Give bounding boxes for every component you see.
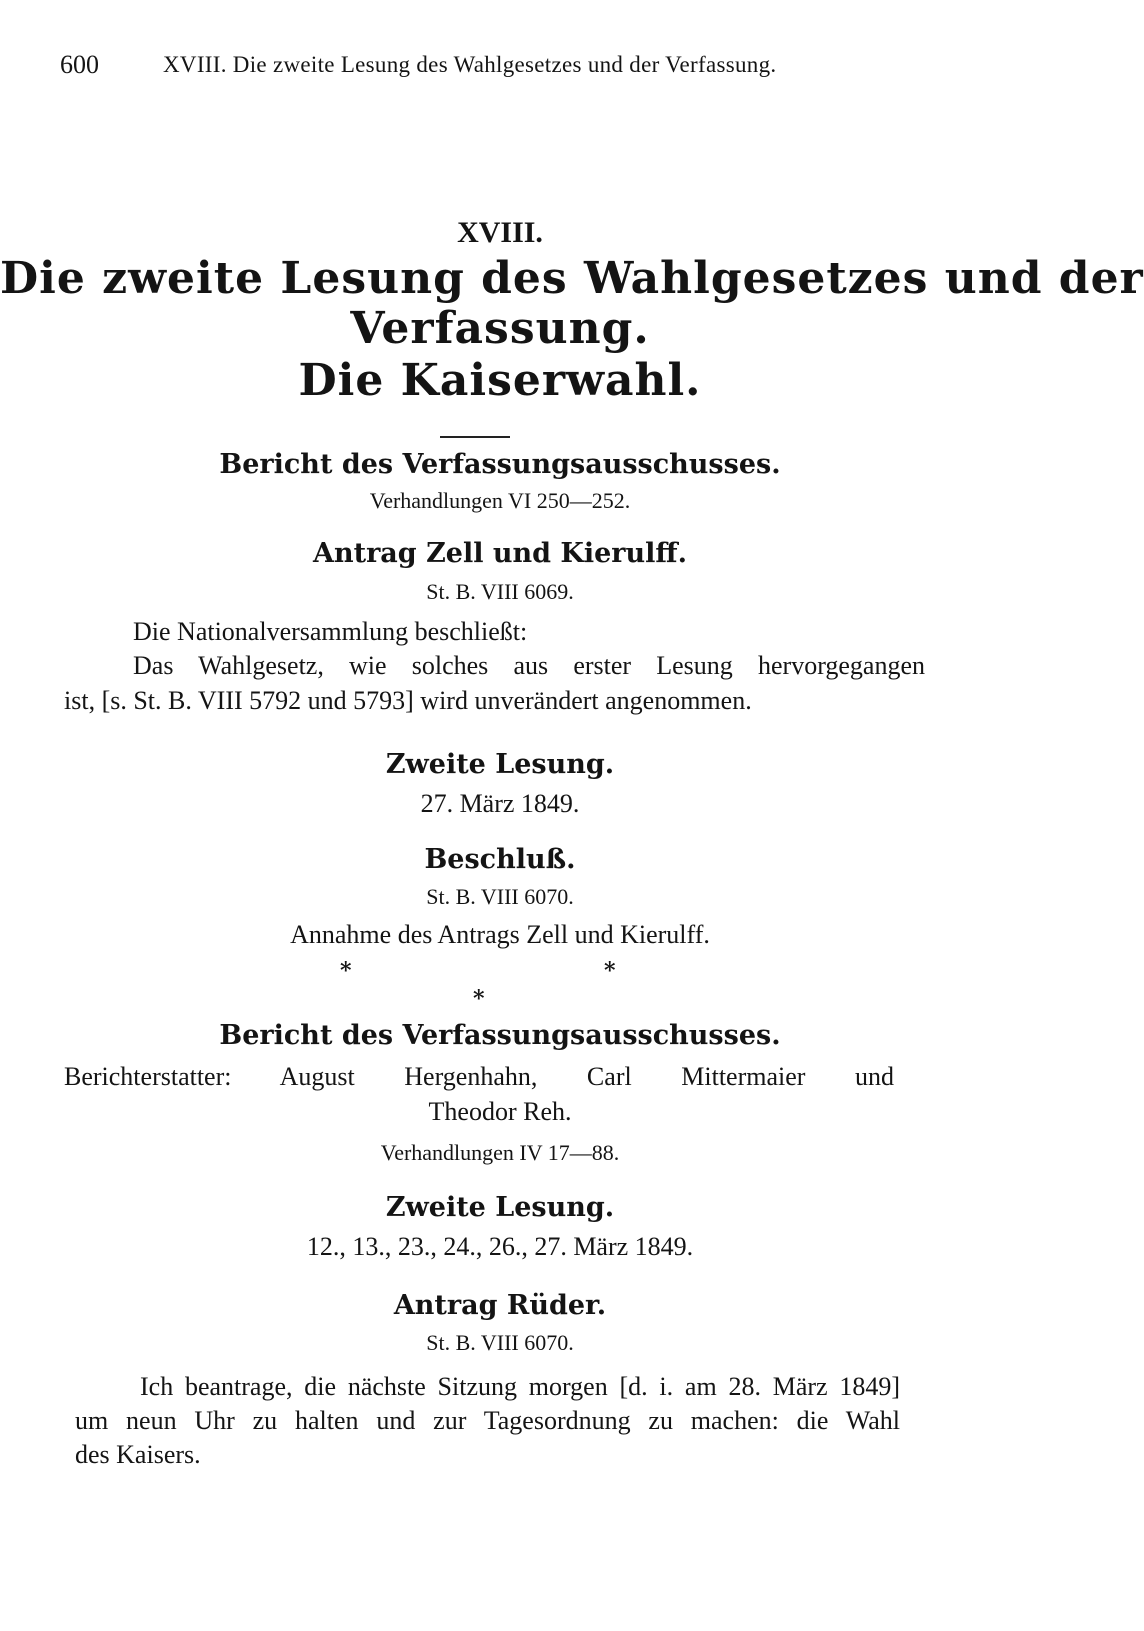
- resolution-heading: Beschluß.: [424, 844, 576, 875]
- title-divider-rule: [440, 436, 510, 438]
- section-2-heading: Bericht des Verfassungsausschusses.: [219, 1020, 781, 1051]
- chapter-title-line-1: Die zweite Lesung des Wahlgesetzes und der: [0, 253, 1144, 304]
- running-head: XVIII. Die zweite Lesung des Wahlgesetzes und der Verfassung.: [163, 52, 777, 77]
- resolution-reference: St. B. VIII 6070.: [426, 884, 574, 909]
- motion-2-text-line-1: Ich beantrage, die nächste Sitzung morgen [d. i. am 28. März 1849]: [140, 1372, 900, 1401]
- reading-1-date: 27. März 1849.: [420, 789, 580, 818]
- reading-2-dates: 12., 13., 23., 24., 26., 27. März 1849.: [306, 1232, 694, 1261]
- motion-1-heading: Antrag Zell und Kierulff.: [313, 538, 687, 569]
- chapter-numeral: XVIII.: [457, 216, 543, 249]
- chapter-title-line-3: Die Kaiserwahl.: [298, 355, 702, 406]
- separator-star-center: *: [473, 986, 485, 1012]
- motion-1-reference: St. B. VIII 6069.: [426, 579, 574, 604]
- section-1-heading: Bericht des Verfassungsausschusses.: [219, 449, 781, 480]
- motion-2-text-line-2: um neun Uhr zu halten und zur Tagesordnung zu machen: die Wahl: [75, 1406, 900, 1435]
- motion-2-heading: Antrag Rüder.: [393, 1290, 607, 1321]
- section-2-rapporteurs-line-2: Theodor Reh.: [428, 1097, 572, 1126]
- separator-star-right: *: [604, 958, 616, 984]
- separator-star-left: *: [340, 958, 352, 984]
- chapter-title-line-2: Verfassung.: [350, 303, 650, 354]
- reading-2-heading: Zweite Lesung.: [385, 1192, 615, 1223]
- motion-2-text-line-3: des Kaisers.: [75, 1440, 201, 1469]
- section-1-reference: Verhandlungen VI 250—252.: [369, 488, 631, 513]
- reading-1-heading: Zweite Lesung.: [385, 749, 615, 780]
- motion-1-intro: Die Nationalversammlung beschließt:: [133, 617, 528, 646]
- motion-1-text-line-1: Das Wahlgesetz, wie solches aus erster Lesung hervorgegangen: [133, 651, 925, 680]
- motion-1-text-line-2: ist, [s. St. B. VIII 5792 und 5793] wird unverändert angenommen.: [64, 686, 752, 715]
- motion-2-reference: St. B. VIII 6070.: [426, 1330, 574, 1355]
- page-number: 600: [60, 50, 99, 79]
- section-2-rapporteurs-line-1: Berichterstatter: August Hergenhahn, Carl Mittermaier und: [64, 1062, 894, 1091]
- section-2-reference: Verhandlungen IV 17—88.: [380, 1140, 620, 1165]
- resolution-text: Annahme des Antrags Zell und Kierulff.: [290, 920, 710, 949]
